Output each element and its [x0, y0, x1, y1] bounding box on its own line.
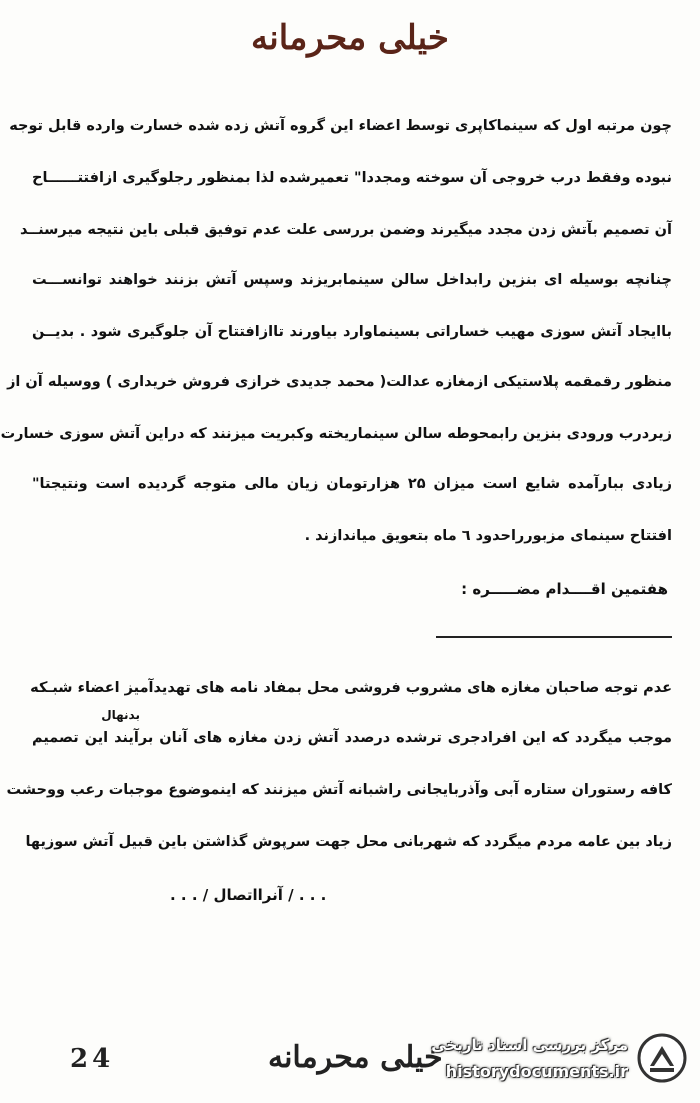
text-line: موجب میگردد که این افرادجری ترشده درصدد آتش زدن مغازه های آنان برآیند این تصمیم [32, 730, 672, 746]
text-line: کافه رستوران ستاره آبی وآذربایجانی راشبانه آتش میزنند که اینموضوع موجبات رعب ووحشت [6, 782, 672, 798]
text-line: عدم توجه صاحبان مغازه های مشروب فروشی محل بمفاد نامه های تهدیدآمیز اعضاء شبـکه [30, 680, 672, 696]
text-line: چون مرتبه اول که سینماکاپری توسط اعضاء این گروه آتش زده شده خسارت وارده قابل توجه [9, 118, 672, 134]
watermark-title: مرکز بررسی اسناد تاریخی [431, 1036, 628, 1054]
closing-continuation: . . . / آنرااتصال / . . . [170, 886, 327, 904]
watermark-url: historydocuments.ir [445, 1062, 628, 1081]
text-line: نبوده وفقط درب خروجی آن سوخته ومجددا" تعمیرشده لذا بمنظور رجلوگیری ازافتتــــــاح [32, 170, 672, 186]
text-line: زیاد بین عامه مردم میگردد که شهربانی محل جهت سرپوش گذاشتن باین قبیل آتش سوزیها [25, 834, 672, 850]
text-line: زیردرب ورودی بنزین رابمحوطه سالن سینماریخته وکبریت میزنند که دراین آتش سوزی خسارت [0, 426, 672, 442]
text-line: زیادی ببارآمده شایع است میزان ۲۵ هزارتومان زیان مالی متوجه گردیده است ونتیجتا" [32, 476, 672, 492]
text-line: آن تصمیم بآتش زدن مجدد میگیرند وضمن بررسی علت عدم توفیق قبلی باین نتیجه میرسنــد [19, 222, 672, 238]
archive-watermark [418, 1030, 688, 1092]
page-number: 24 [70, 1044, 115, 1074]
archive-logo-icon [636, 1032, 688, 1084]
classification-stamp-top: خیلی محرمانه [251, 18, 449, 58]
text-line: منظور رقمقمه پلاستیکی ازمغازه عدالت( محمد جدیدی خرازی فروش خریداری ) ووسیله آن از [7, 374, 672, 390]
section-heading: هفتمین اقــــدام مضـــــره : [461, 580, 668, 598]
text-line: چنانچه بوسیله ای بنزین رابداخل سالن سینمابریزند وسپس آتش بزنند خواهند توانســـت [32, 272, 672, 288]
interlinear-note: بدنهال [101, 708, 140, 722]
text-line: باایجاد آتش سوزی مهیب خساراتی بسینماوارد بیاورند تاازافتتاح آن جلوگیری شود . بدیــن [32, 324, 672, 340]
text-line: افتتاح سینمای مزبورراحدود ٦ ماه بتعویق میاندازند . [304, 528, 672, 544]
classification-stamp-bottom: خیلی محرمانه [268, 1040, 443, 1075]
